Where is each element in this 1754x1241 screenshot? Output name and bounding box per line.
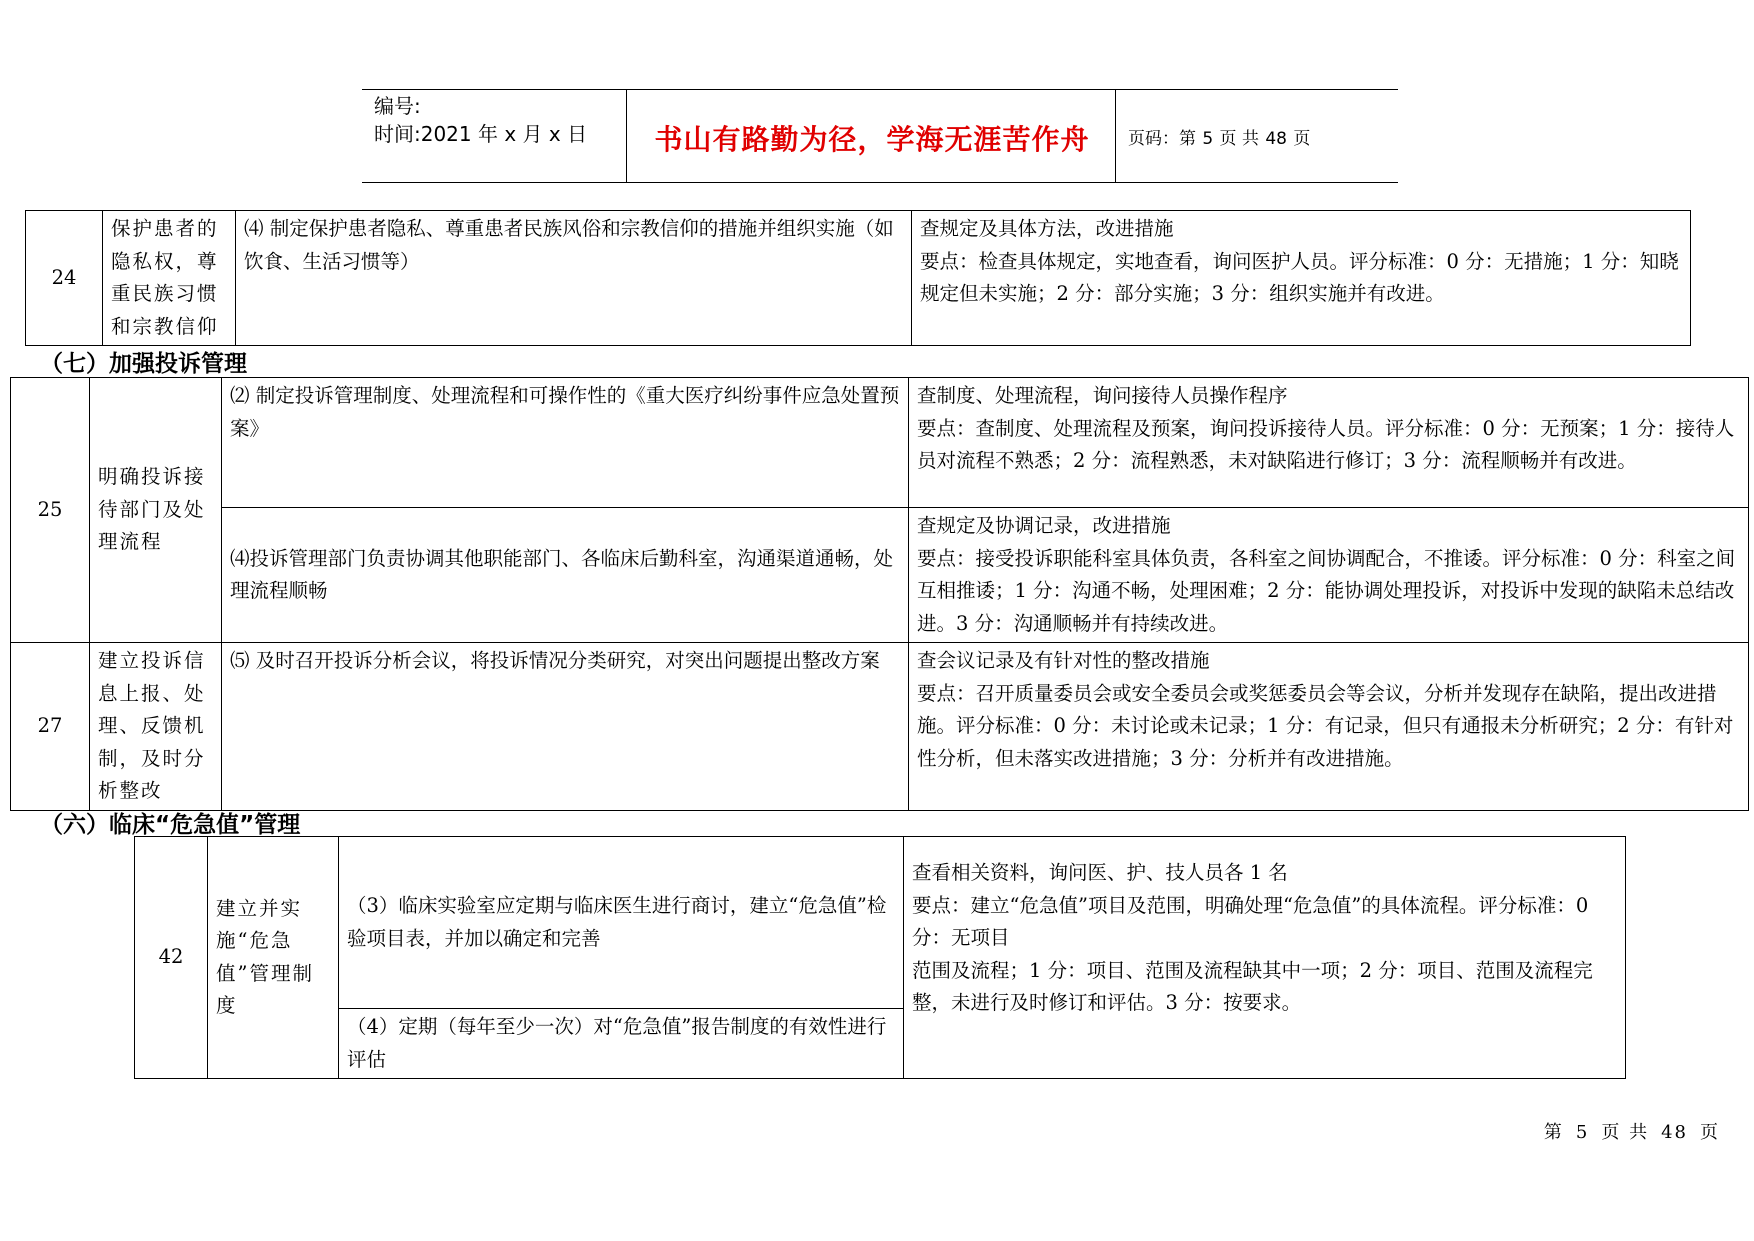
row-method-cell [909,508,1749,643]
row-points: 要点：查制度、处理流程及预案，询问投诉接待人员。评分标准：0 分：无预案；1 分：接待人员对流程不熟悉；2 分：流程熟悉，未对缺陷进行修订；3 分：流程顺畅并有改进。 [917,416,1735,472]
document-number-label: 编号: [374,94,421,118]
row-points: 要点：检查具体规定，实地查看，询问医护人员。评分标准：0 分：无措施；1 分：知晓规定但未实施；2 分：部分实施；3 分：组织实施并有改进。 [920,249,1679,305]
row-points-continued: 范围及流程；1 分：项目、范围及流程缺其中一项；2 分：项目、范围及流程完整，未进行及时修订和评估。3 分：按要求。 [912,958,1593,1014]
table-row [11,508,1749,643]
row-method-cell [909,378,1749,508]
page-prefix: 页码：第 [1128,129,1196,149]
row-item: 保护患者的隐私权，尊重民族习惯和宗教信仰 [103,211,236,346]
row-method: 查看相关资料，询问医、护、技人员各 1 名 [912,861,1288,884]
header-top-rule [362,89,1398,90]
row-points: 要点：建立“危急值”项目及范围，明确处理“危急值”的具体流程。评分标准：0 分：无项目 [912,893,1589,949]
page-mid: 页 共 [1219,129,1259,149]
footer-total: 48 [1661,1122,1688,1143]
row-method-cell [909,643,1749,811]
document-time: 时间:2021 年 x 月 x 日 [374,122,588,146]
page-number: 5 [1202,129,1214,149]
row-number: 25 [11,378,90,643]
row-content: ⑷ 制定保护患者隐私、尊重患者民族风俗和宗教信仰的措施并组织实施（如饮食、生活习惯等） [236,211,912,346]
row-points: 要点：召开质量委员会或安全委员会或奖惩委员会等会议，分析并发现存在缺陷，提出改进措施。评分标准：0 分：未讨论或未记录；1 分：有记录，但只有通报未分析研究；2 分：有针对性分析，但未落实改进措施；3 分：分析并有改进措施。 [917,681,1734,770]
row-number: 42 [135,837,208,1079]
page-total: 48 [1265,129,1287,149]
row-content: ⑸ 及时召开投诉分析会议，将投诉情况分类研究，对突出问题提出整改方案 [222,643,909,811]
row-number: 24 [26,211,103,346]
header-meta [374,92,587,148]
row-item: 建立投诉信息上报、处理、反馈机制，及时分析整改 [90,643,222,811]
row-content: ⑵ 制定投诉管理制度、处理流程和可操作性的《重大医疗纠纷事件应急处置预案》 [222,378,909,508]
standards-table-2 [10,377,1749,811]
footer-suffix: 页 [1700,1122,1720,1143]
footer-page: 5 [1575,1122,1590,1143]
row-method-cell [904,837,1626,1079]
section-heading: （七）加强投诉管理 [40,351,247,377]
table-row [11,643,1749,811]
row-points: 要点：接受投诉职能科室具体负责，各科室之间协调配合，不推诿。评分标准：0 分：科室之间互相推诿；1 分：沟通不畅，处理困难；2 分：能协调处理投诉，对投诉中发现的缺陷未总结改进。3 分：沟通顺畅并有持续改进。 [917,546,1736,635]
row-method-cell [912,211,1691,346]
row-method: 查会议记录及有针对性的整改措施 [917,649,1210,672]
row-content: （3）临床实验室应定期与临床医生进行商讨，建立“危急值”检验项目表，并加以确定和完善 [339,837,904,1009]
table-row [11,378,1749,508]
row-content: （4）定期（每年至少一次）对“危急值”报告制度的有效性进行评估 [339,1009,904,1079]
header-page-indicator [1128,124,1310,149]
page-suffix: 页 [1293,129,1311,149]
row-number: 27 [11,643,90,811]
table-row [135,837,1626,1009]
row-content: ⑷投诉管理部门负责协调其他职能部门、各临床后勤科室，沟通渠道通畅，处理流程顺畅 [222,508,909,643]
row-item: 建立并实施“危急值”管理制度 [208,837,339,1079]
table-row [26,211,1691,346]
header-motto: 书山有路勤为径，学海无涯苦作舟 [654,123,1090,156]
header-bottom-rule [362,182,1398,183]
footer-prefix: 第 [1543,1122,1564,1143]
row-method: 查规定及具体方法，改进措施 [920,217,1174,240]
standards-table-1 [25,210,1691,346]
row-method: 查规定及协调记录，改进措施 [917,514,1171,537]
footer-mid: 页 共 [1601,1122,1650,1143]
row-item: 明确投诉接待部门及处理流程 [90,378,222,643]
standards-table-3 [134,836,1626,1079]
page-footer [1538,1118,1726,1144]
section-heading: （六）临床“危急值”管理 [40,812,301,838]
row-method: 查制度、处理流程，询问接待人员操作程序 [917,384,1288,407]
